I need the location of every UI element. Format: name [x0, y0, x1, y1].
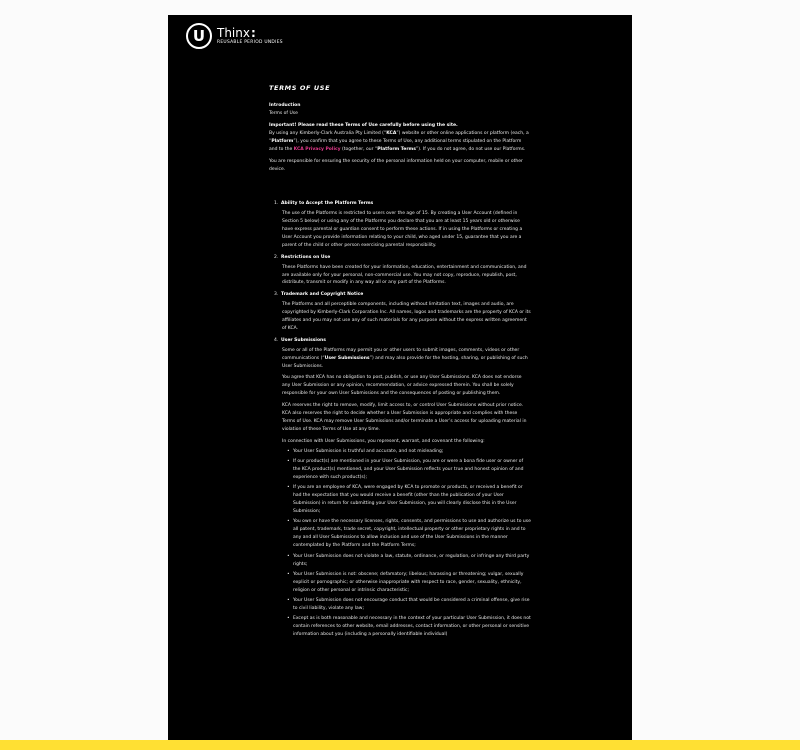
section-body: The Platforms and all perceptible components, including without limitation text, images and audio, are copyrighted by Kimberly-Clark Corporation Inc. All names, logos and trademarks are the property of KCA or its affiliates and you may not use any of such materials for any purpose without the express written agreement of KCA.	[282, 302, 531, 331]
section-body: The use of the Platforms is restricted to users over the age of 15. By creating a User Account (defined in Section 5 below) or using any of the Platforms you declare that you are at least 15 years old or otherwise have express parental or guardian consent to perform these actions. If in using the Platforms or creating a User Account you provide information relating to your child, who aged under 15, guarantee that you are a parent of the child or other person exercising parental responsibility.	[282, 211, 523, 248]
section-number: 3.	[274, 292, 279, 298]
terms-document	[269, 84, 531, 643]
list-item: • If our product(s) are mentioned in your User Submission, you are or were a bona fide user or owner of the KCA product(s) mentioned, and your User Submission reflects your true and honest opinion of and experience with such product(s);	[287, 458, 531, 482]
thinx-logo[interactable]	[186, 21, 283, 51]
section-number: 2.	[274, 254, 279, 260]
brand-name-text: Thinx	[217, 25, 250, 40]
important-paragraph	[269, 122, 531, 154]
intro-subheading: Terms of Use	[269, 110, 298, 116]
s4-p1-text-a: Some or all of the Platforms may permit you or other users to submit images, comments, videos or other communications (“	[282, 347, 520, 361]
section-heading: User Submissions	[281, 337, 326, 343]
section-heading: Ability to Accept the Platform Terms	[281, 201, 374, 207]
list-item: • Your User Submission does not violate a law, statute, ordinance, or regulation, or infringe any third party rights;	[287, 553, 531, 569]
section-body: These Platforms have been created for your information, education, entertainment and communication, and are available only for your personal, non-commercial use. You may not copy, reproduce, republish, post, distribute, transmit or modify in any way all or any part of the Platforms.	[282, 264, 527, 286]
list-item: • You own or have the necessary licenses, rights, consents, and permissions to use and authorize us to use all patent, trademark, trade secret, copyright, intellectual property or other proprietary rights in and to any and all User Submissions to allow inclusion and use of the User Submissions in the manner contemplated by the Platform and the Platform Terms;	[287, 518, 531, 550]
user-submissions-term: User Submissions	[324, 355, 370, 361]
logo-letter: U	[192, 26, 206, 45]
section-item	[274, 291, 531, 333]
document-panel	[168, 15, 632, 742]
list-item: • Except as is both reasonable and necessary in the context of your particular User Submission, it does not contain references to other website, email addresses, contact information, or other personal or sensitive information about you (including a personally identifiable individual)	[287, 615, 531, 639]
security-paragraph: You are responsible for ensuring the security of the personal information held on your computer, mobile or other device.	[269, 159, 523, 173]
kca-term: KCA	[386, 130, 397, 136]
page-title: TERMS OF USE	[269, 84, 331, 92]
platform-term: Platform	[271, 138, 294, 144]
sections-list	[269, 200, 531, 639]
list-item: • Your User Submission is not: obscene; defamatory; libelous; harassing or threatening; vulgar, sexually explicit or pornographic; or otherwise inappropriate with respect to race, gender, sexuality, ethnicity, religion or other personal or intrinsic characteristic;	[287, 571, 531, 595]
platform-terms-paragraph	[269, 130, 531, 154]
important-notice: Important! Please read these Terms of Use carefully before using the site.	[269, 122, 458, 128]
section-body: KCA reserves the right to remove, modify, limit access to, or control User Submissions without prior notice. KCA also reserves the right to decide whether a User Submission is appropriate and complies with these Terms of Use. KCA may remove User Submissions and/or terminate a User’s access for uploading material in violation of these Terms of Use at any time.	[282, 403, 527, 432]
s4-p1-text-b: ”) and may also provide for the hosting, sharing, or publishing of such User Submissions.	[282, 355, 528, 369]
section-heading: Trademark and Copyright Notice	[281, 292, 364, 298]
para1-text-a: By using any Kimberly-Clark Australia Pty Limited (“	[269, 130, 387, 136]
section-body: You agree that KCA has no obligation to post, publish, or use any User Submissions. KCA does not endorse any User Submission or any opinion, recommendation, or advice expressed therein. You shall be solely responsible for your own User Submissions and the consequences of posting or publishing them.	[282, 375, 522, 397]
list-item: • Your User Submission is truthful and accurate, and not misleading;	[287, 448, 531, 456]
brand-tagline: REUSABLE PERIOD UNDIES	[217, 39, 283, 45]
section-item	[274, 200, 531, 249]
logo-text	[217, 27, 283, 45]
section-body: In connection with User Submissions, you represent, warrant, and covenant the following:	[282, 438, 485, 444]
thinx-logo-icon	[186, 23, 212, 49]
para1-text-d: (together, our “	[340, 146, 378, 152]
representations-list	[281, 448, 531, 639]
section-number: 4.	[274, 337, 279, 343]
section-body	[281, 347, 531, 371]
para1-text-b: ”) website or other online applications or platform (each, a “	[269, 130, 529, 144]
privacy-policy-link[interactable]: KCA Privacy Policy	[293, 146, 341, 152]
brand-name	[217, 27, 283, 39]
brand-colon: :	[250, 25, 256, 40]
para1-text-e: ”). If you do not agree, do not use our Platforms.	[415, 146, 526, 152]
section-item-user-submissions	[274, 337, 531, 639]
list-item: • If you are an employee of KCA, were engaged by KCA to promote or products, or received a benefit or had the expectation that you would receive a benefit (other than the publication of your User Submission) in return for submitting your User Submission, you will clearly disclose this in the User Submission;	[287, 484, 531, 516]
section-heading: Restrictions on Use	[281, 254, 331, 260]
intro-heading: Introduction	[269, 103, 301, 108]
para1-text-c: ”), you confirm that you agree to these Terms of Use, any additional terms stipulated on the Platform and to the	[269, 138, 522, 152]
list-item: • Your User Submission does not encourage conduct that would be considered a criminal offense, give rise to civil liability, violate any law;	[287, 597, 531, 613]
section-item	[274, 254, 531, 288]
platform-terms-term: Platform Terms	[377, 146, 416, 152]
section-number: 1.	[274, 201, 279, 207]
bottom-banner-bar	[0, 740, 800, 750]
intro-block	[269, 102, 531, 118]
